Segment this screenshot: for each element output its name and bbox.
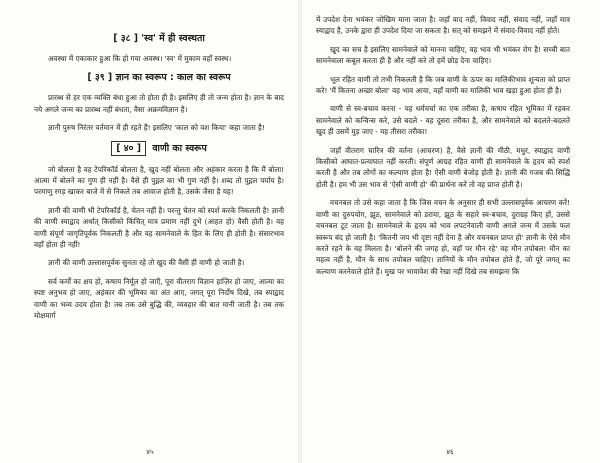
section-title: वाणी का स्वरूप	[152, 142, 207, 154]
section-number: [ ४० ]	[111, 141, 146, 156]
paragraph: ज्ञानी की वाणी उल्लासपूर्वक सुनता रहे तो खुद की वैसी ही वाणी हो जाती है।	[48, 258, 245, 268]
paragraph: जहाँ वीतराग चारित्र की वर्तना (आचरण) है, वैसे ज्ञानी की मीठी, मधुर, स्याद्वाद वाणी किसीको आघात-प्रत्याघात नहीं करती। संपूर्ण आग्रह रहित वाणी ही सामनेवाले के हृदय को स्पर्श करती है और तब लोगों का कल्याण होता है! ऐसी वाणी बेजोड़ होती है। ज्ञानी की गजब की सिद्धि होती है। हम भी उस भाव से 'ऐसी वाणी हो' की प्रार्थना करें तो वह प्राप्त होती है।	[316, 145, 570, 189]
paragraph: सर्व कर्मों का क्षय हो, कषाय निर्मूल हो जाएँ, पूरा वीतराग विज्ञान हाज़िर हो जाए, आत्मा का स्पष्ट अनुभव हो जाए, अहंकार की भूमिका का अंत आए, जगत् पूरा निर्दोष दिखे, तब स्याद्वाद वाणी का भव्य उदय होता है! तब तक उसे बुद्धि की, व्यवहार की बात मानी जाती है। तब तक मोक्षमार्ग	[34, 276, 284, 321]
paragraph: जो बोलता है वह टेपरिकॉर्ड बोलता है, खुद नहीं बोलता और अहंकार करता है कि मैं बोला! आत्मा में बोलने का गुण ही नहीं है। वैसे ही पुद्गल का भी गुण नहीं है। शब्द तो पुद्गल पर्याय है। परमाणु रगड़ खाकर बाजे में से निकले तब आवाज होती है, उसके जैसा है यह!	[34, 164, 284, 197]
paragraph: वाणी से स्व-बचाव करना - यह धर्मचर्चा का एक तरीका है, कषाय रहित भूमिका में रहकर सामनेवाले को कन्विन्स करे, उसे बदले - वह दूसरा तरीका है, और सामनेवाले को बदलते-बदलते खुद ही उसमें मुड़ जाए - यह तीसरा तरीका!	[316, 104, 570, 137]
page-number-left: ४५	[146, 448, 154, 456]
paragraph: अवस्था में एकाकार हुआ कि हो गया अवस्थ। 'स्व' में मुकाम वहाँ स्वस्थ।	[48, 54, 232, 63]
paragraph: भूल रहित वाणी तो तभी निकलती है कि जब वाणी के ऊपर का मालिकीभाव शून्यता को प्राप्त करे! 'मैं कितना अच्छा बोला' वह भाव आया, वहाँ वाणी का मालिकी भाव खड़ा हुआ होता ही है।	[316, 74, 570, 96]
page-number-right: ४६	[446, 448, 454, 456]
section-heading-40	[34, 141, 284, 156]
section-heading-39: [ ३९ ] ज्ञान का स्वरूप : काल का स्वरूप	[87, 72, 231, 84]
paragraph: में उपदेश देना भयंकर जोखिम माना जाता है। जहाँ वाद नहीं, विवाद नहीं, संवाद नहीं, जहाँ मात्र स्याद्वाद है, उनके द्वारा ही उपदेश दिया जा सकता है। सत् को समझने में संवाद-विवाद नहीं होते।	[316, 15, 570, 36]
paragraph: वचनबल तो उसे कहा जाता है कि जिस वचन के अनुसार ही सभी उल्लासपूर्वक आचरण करें! वाणी का दुरुपयोग, झूठ, सामनेवाले को डराया, झूठ के सहारे स्व-बचाव, दुराग्रह किए हों, उससे वचनबल टूट जाता है। सामनेवाले के हृदय को भाव लपटनेवाली वाणी अगले जन्म में उसके फल स्वरूप बंद हो जाती है। 'कितनी जप भी दृष्टा नहीं देना है और वचनबल प्राप्त हो' ज्ञानी के ऐसे मौन करते रहने के वह मिलता है। 'बोलने की जगह हो, वहाँ पर मौन रहे' वह मौन तपोबल! मौन का महत्व नहीं है, मौन के साथ तपोबल चाहिए। ज्ञानियों के मौन तपोबल होते हैं, जो पूरे जगत् का कल्याण करनेवाले होते हैं। मुख पर भावावेश की रेखा नहीं दिखे तब समझना कि	[316, 198, 570, 276]
paragraph: प्रारब्ध से हर एक व्यक्ति बंधा हुआ तो होता ही है। इसलिए ही तो जन्म होता है। ज्ञान के बाद नये अगले जन्म का प्रारब्ध नहीं बंधता, वैसा अक्रमविज्ञान है।	[34, 93, 284, 114]
right-page	[300, 0, 600, 463]
paragraph: ज्ञानी पुरुष निरंतर वर्तमान में ही रहते हैं! इसलिए 'काल को वश किया' कहा जाता है!	[48, 123, 265, 133]
section-heading-38: [ ३८ ] 'स्व' में ही स्वस्थता	[113, 33, 205, 44]
paragraph: खुद का सच है इसलिए सामनेवाले को मानना चाहिए, वह भाव भी भयंकर रोग है! सच्ची बात सामनेवाला कबूल करता ही है और नहीं करे तो हमें छोड़ देना चाहिए।	[316, 44, 570, 66]
paragraph: ज्ञानी की वाणी भी टेपरिकॉर्ड है, चेतन नहीं है। परन्तु चेतन को स्पर्श करके निकलती है! ज्ञानी की वाणी स्याद्वाद अर्थात् किसीको किंचित् मात्र प्रमाण नहीं दुभे (आहत हो) वैसी होती है। वह वाणी संपूर्ण जागृतिपूर्वक निकलती है और वह सामनेवाले के हित के लिए ही होती है। संसारभाव वहाँ होता ही नहीं!	[34, 205, 284, 250]
